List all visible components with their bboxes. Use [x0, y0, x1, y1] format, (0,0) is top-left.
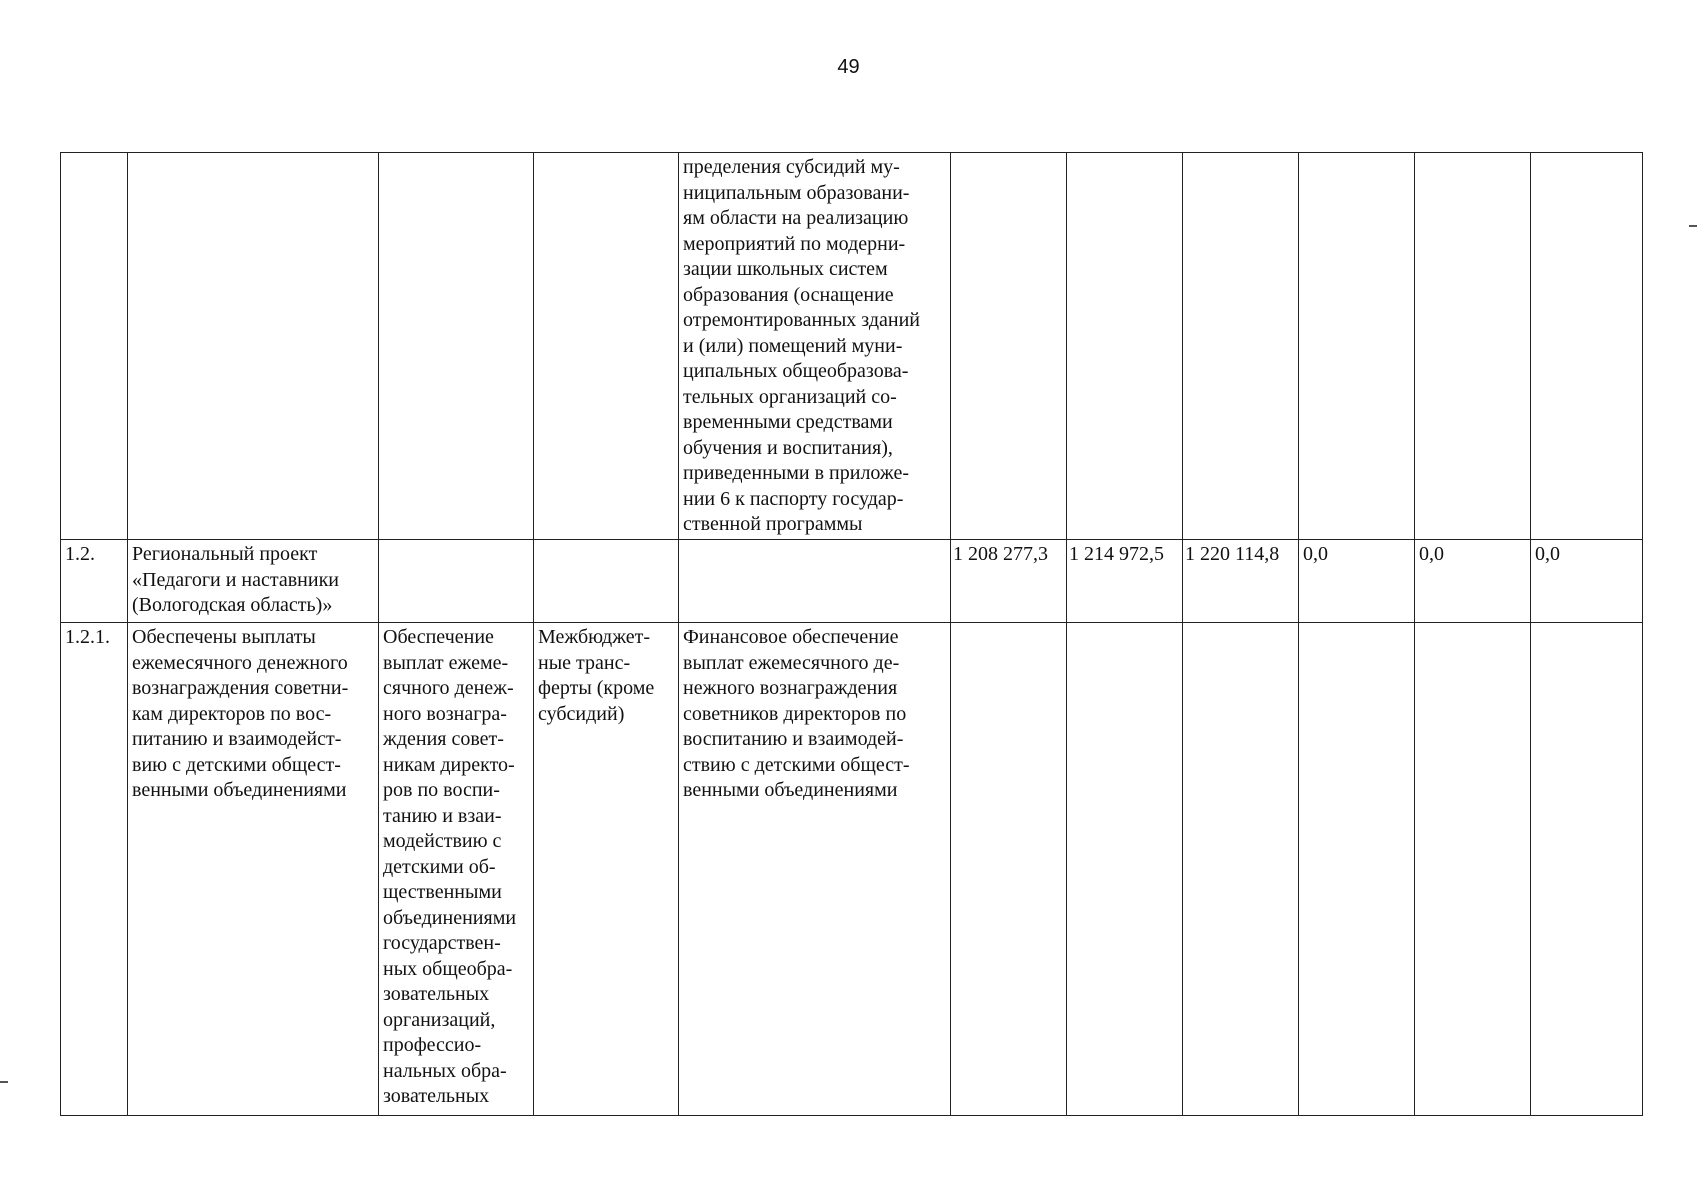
cell-value [1299, 153, 1415, 540]
cell-number: 1.2.1. [61, 623, 128, 1116]
cell-value: 1 214 972,5 [1067, 540, 1183, 623]
cell-value [1531, 153, 1643, 540]
cell-value [951, 623, 1067, 1116]
cell-description: пределения субсидий му- ниципальным образовани- ям области на реализацию мероприятий по модерни- зации школьных систем образования (оснащение отремонтированных зданий и (или) помещений муни- ципальных общеобразова- тельных организаций со- временными средствами обучения и воспитания), приведенными в приложе- нии 6 к паспорту государ- ственной программы [679, 153, 951, 540]
scan-mark [1689, 225, 1697, 227]
scan-mark [0, 1081, 8, 1083]
cell-value [1531, 623, 1643, 1116]
table-row [61, 540, 1643, 623]
cell-value: 0,0 [1415, 540, 1531, 623]
cell-value [1183, 623, 1299, 1116]
table-row [61, 153, 1643, 540]
cell-value [1183, 153, 1299, 540]
page-number: 49 [837, 56, 860, 78]
table-row [61, 623, 1643, 1116]
cell-value: 0,0 [1531, 540, 1643, 623]
cell-name: Региональный проект «Педагоги и наставники (Вологодская область)» [128, 540, 379, 623]
cell-value: 1 220 114,8 [1183, 540, 1299, 623]
cell-value: 1 208 277,3 [951, 540, 1067, 623]
cell-description [679, 540, 951, 623]
cell-value: 0,0 [1299, 540, 1415, 623]
cell-number: 1.2. [61, 540, 128, 623]
cell-description: Финансовое обеспечение выплат ежемесячного де- нежного вознаграждения советников директоров по воспитанию и взаимодей- ствию с детскими общест- венными объединениями [679, 623, 951, 1116]
cell-result [379, 153, 534, 540]
cell-name: Обеспечены выплаты ежемесячного денежного вознаграждения советни- кам директоров по вос- питанию и взаимодейст- вию с детскими общест- венными объединениями [128, 623, 379, 1116]
cell-result [379, 540, 534, 623]
cell-name [128, 153, 379, 540]
cell-type: Межбюджет- ные транс- ферты (кроме субсидий) [534, 623, 679, 1116]
cell-value [1067, 153, 1183, 540]
cell-value [1415, 623, 1531, 1116]
cell-number [61, 153, 128, 540]
cell-value [1067, 623, 1183, 1116]
cell-value [951, 153, 1067, 540]
program-table [60, 152, 1643, 1116]
cell-type [534, 153, 679, 540]
cell-result: Обеспечение выплат ежеме- сячного денеж- ного вознагра- ждения совет- никам директо- ров по воспи- танию и взаи- модействию с детскими об- щественными объединениями государствен- ных общеобра- зовательных организаций, профессио- нальных обра- зовательных [379, 623, 534, 1116]
cell-value [1415, 153, 1531, 540]
cell-type [534, 540, 679, 623]
cell-value [1299, 623, 1415, 1116]
